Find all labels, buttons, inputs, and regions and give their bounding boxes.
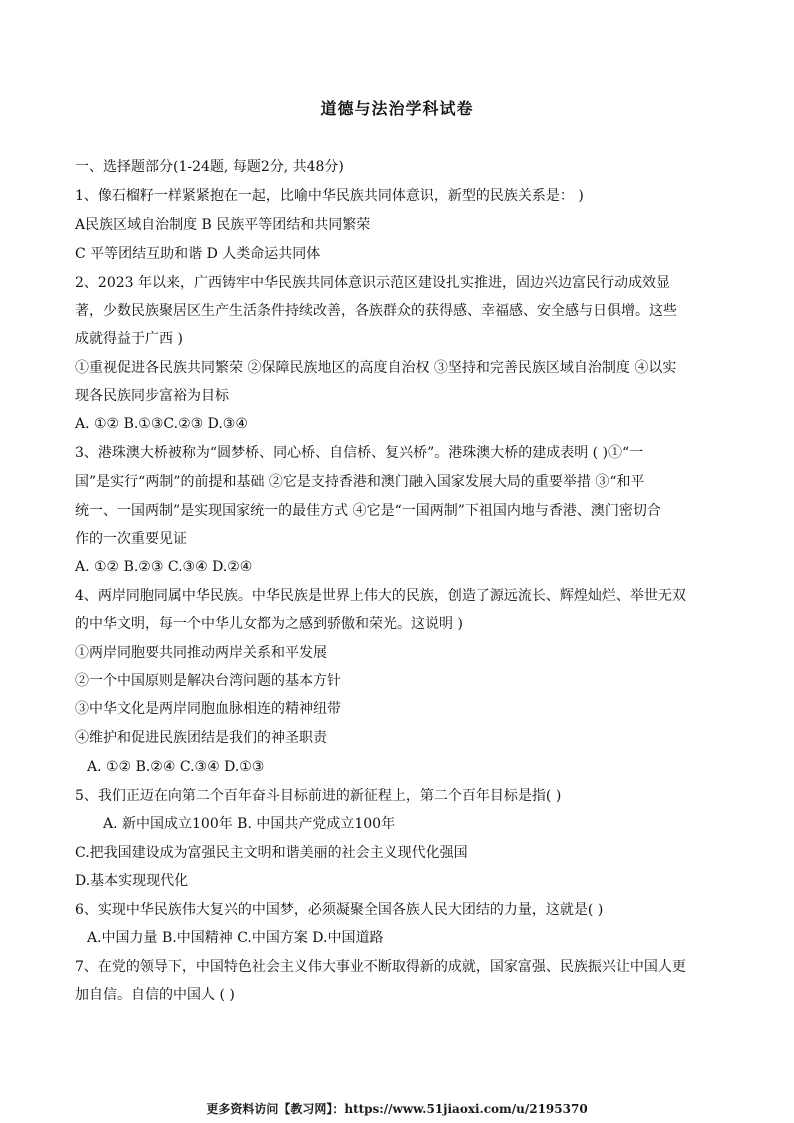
footer-link[interactable]: https://www.51jiaoxi.com/u/2195370 [344,1102,588,1116]
page-title: 道德与法治学科试卷 [320,99,474,118]
question-7-stem-line-1: 7、在党的领导下，中国特色社会主义伟大事业不断取得新的成就，国家富强、民族振兴让中国人更 [75,959,686,975]
question-6-stem: 6、实现中华民族伟大复兴的中国梦，必须凝聚全国各族人民大团结的力量，这就是( ) [75,902,604,918]
question-3-options: A. ①② B.②③ C.③④ D.②④ [75,559,253,575]
footer-banner [0,1100,794,1117]
question-3-stem-line-2: 国”是实行“两制”的前提和基础 ②它是支持香港和澳门融入国家发展大局的重要举措 ③“和平 [75,474,645,490]
question-3-stem-line-4: 作的一次重要见证 [75,531,187,547]
question-4-choice-2: ②一个中国原则是解决台湾问题的基本方针 [75,673,341,689]
question-3-stem-line-3: 统一、一国两制”是实现国家统一的最佳方式 ④它是“一国两制”下祖国内地与香港、澳门密切合 [75,503,661,519]
section-header: 一、选择题部分(1-24题, 每题2分, 共48分) [75,159,344,175]
question-1-stem: 1、像石榴籽一样紧紧抱在一起，比喻中华民族共同体意识，新型的民族关系是： ) [75,188,584,204]
question-4-choice-4: ④维护和促进民族团结是我们的神圣职责 [75,730,327,746]
question-7-stem-line-2: 加自信。自信的中国人 ( ) [75,987,235,1003]
question-2-stem-line-3: 成就得益于广西 ) [75,331,183,347]
question-5-option-d: D.基本实现现代化 [75,873,189,889]
question-3-stem-line-1: 3、港珠澳大桥被称为“圆梦桥、同心桥、自信桥、复兴桥”。港珠澳大桥的建成表明 ( )①“一 [75,445,644,461]
question-4-choice-3: ③中华文化是两岸同胞血脉相连的精神纽带 [75,701,341,717]
question-2-options: A. ①② B.①③C.②③ D.③④ [75,416,248,432]
question-5-options-ab: A. 新中国成立100年 B. 中国共产党成立100年 [103,816,396,832]
question-2-stem-line-2: 著，少数民族聚居区生产生活条件持续改善，各族群众的获得感、幸福感、安全感与日俱增。这些 [75,303,677,319]
question-5-stem: 5、我们正迈在向第二个百年奋斗目标前进的新征程上，第二个百年目标是指( ) [75,788,562,804]
question-2-choices-line-1: ①重视促进各民族共同繁荣 ②保障民族地区的高度自治权 ③坚持和完善民族区域自治制度 ④以实 [75,360,677,376]
footer-text: 更多资料访问【教习网】： [206,1102,345,1116]
question-2-stem-line-1: 2、2023 年以来，广西铸牢中华民族共同体意识示范区建设扎实推进，固边兴边富民行动成效显 [75,275,670,291]
question-1-options-cd: C 平等团结互助和谐 D 人类命运共同体 [75,246,321,262]
question-6-options: A.中国力量 B.中国精神 C.中国方案 D.中国道路 [87,930,384,946]
question-4-options: A. ①② B.②④ C.③④ D.①③ [87,759,265,775]
question-4-choice-1: ①两岸同胞要共同推动两岸关系和平发展 [75,645,327,661]
question-1-options-ab: A民族区域自治制度 B 民族平等团结和共同繁荣 [75,217,371,233]
question-2-choices-line-2: 现各民族同步富裕为目标 [75,388,229,404]
question-5-option-c: C.把我国建设成为富强民主文明和谐美丽的社会主义现代化强国 [75,845,468,861]
question-4-stem-line-1: 4、两岸同胞同属中华民族。中华民族是世界上伟大的民族，创造了源远流长、辉煌灿烂、举世无双 [75,588,686,604]
question-4-stem-line-2: 的中华文明，每一个中华儿女都为之感到骄傲和荣光。这说明 ) [75,616,463,632]
